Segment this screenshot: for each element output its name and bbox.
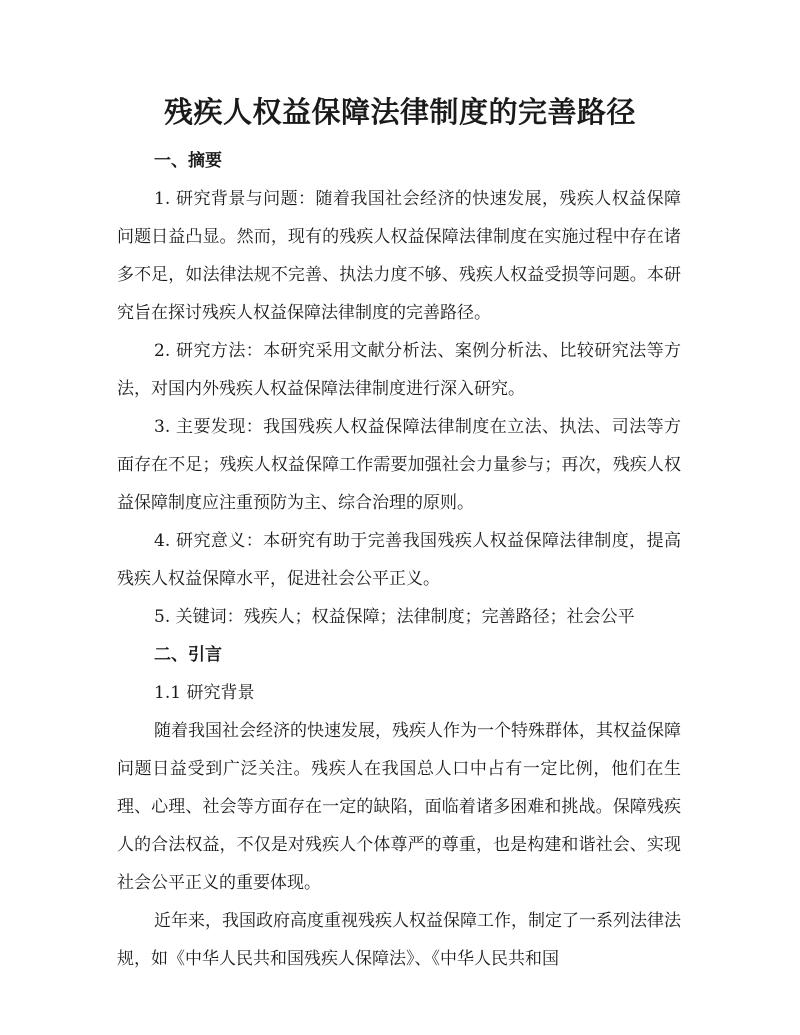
document-title: 残疾人权益保障法律制度的完善路径 <box>163 95 636 129</box>
abstract-item-background: 1. 研究背景与问题：随着我国社会经济的快速发展，残疾人权益保障问题日益凸显。然而，现有的残疾人权益保障法律制度在实施过程中存在诸多不足，如法律法规不完善、执法力度不够、残疾人权益受损等问题。本研究旨在探讨残疾人权益保障法律制度的完善路径。 <box>117 189 681 323</box>
abstract-item-methods: 2. 研究方法：本研究采用文献分析法、案例分析法、比较研究法等方法，对国内外残疾人权益保障法律制度进行深入研究。 <box>117 341 681 399</box>
abstract-item-keywords: 5. 关键词：残疾人；权益保障；法律制度；完善路径；社会公平 <box>154 607 635 627</box>
intro-subheading: 1.1 研究背景 <box>154 683 255 703</box>
intro-paragraph-1: 随着我国社会经济的快速发展，残疾人作为一个特殊群体，其权益保障问题日益受到广泛关注。残疾人在我国总人口中占有一定比例，他们在生理、心理、社会等方面存在一定的缺陷，面临着诸多困难和挑战。保障残疾人的合法权益，不仅是对残疾人个体尊严的尊重，也是构建和谐社会、实现社会公平正义的重要体现。 <box>117 721 681 893</box>
abstract-item-findings: 3. 主要发现：我国残疾人权益保障法律制度在立法、执法、司法等方面存在不足；残疾人权益保障工作需要加强社会力量参与；再次，残疾人权益保障制度应注重预防为主、综合治理的原则。 <box>117 417 681 513</box>
document-body <box>117 142 681 978</box>
intro-paragraph-2: 近年来，我国政府高度重视残疾人权益保障工作，制定了一系列法律法规，如《中华人民共和国残疾人保障法》、《中华人民共和国 <box>117 911 681 969</box>
intro-heading: 二、引言 <box>154 645 222 665</box>
abstract-heading: 一、摘要 <box>154 151 222 171</box>
abstract-item-significance: 4. 研究意义：本研究有助于完善我国残疾人权益保障法律制度，提高残疾人权益保障水平，促进社会公平正义。 <box>117 531 681 589</box>
